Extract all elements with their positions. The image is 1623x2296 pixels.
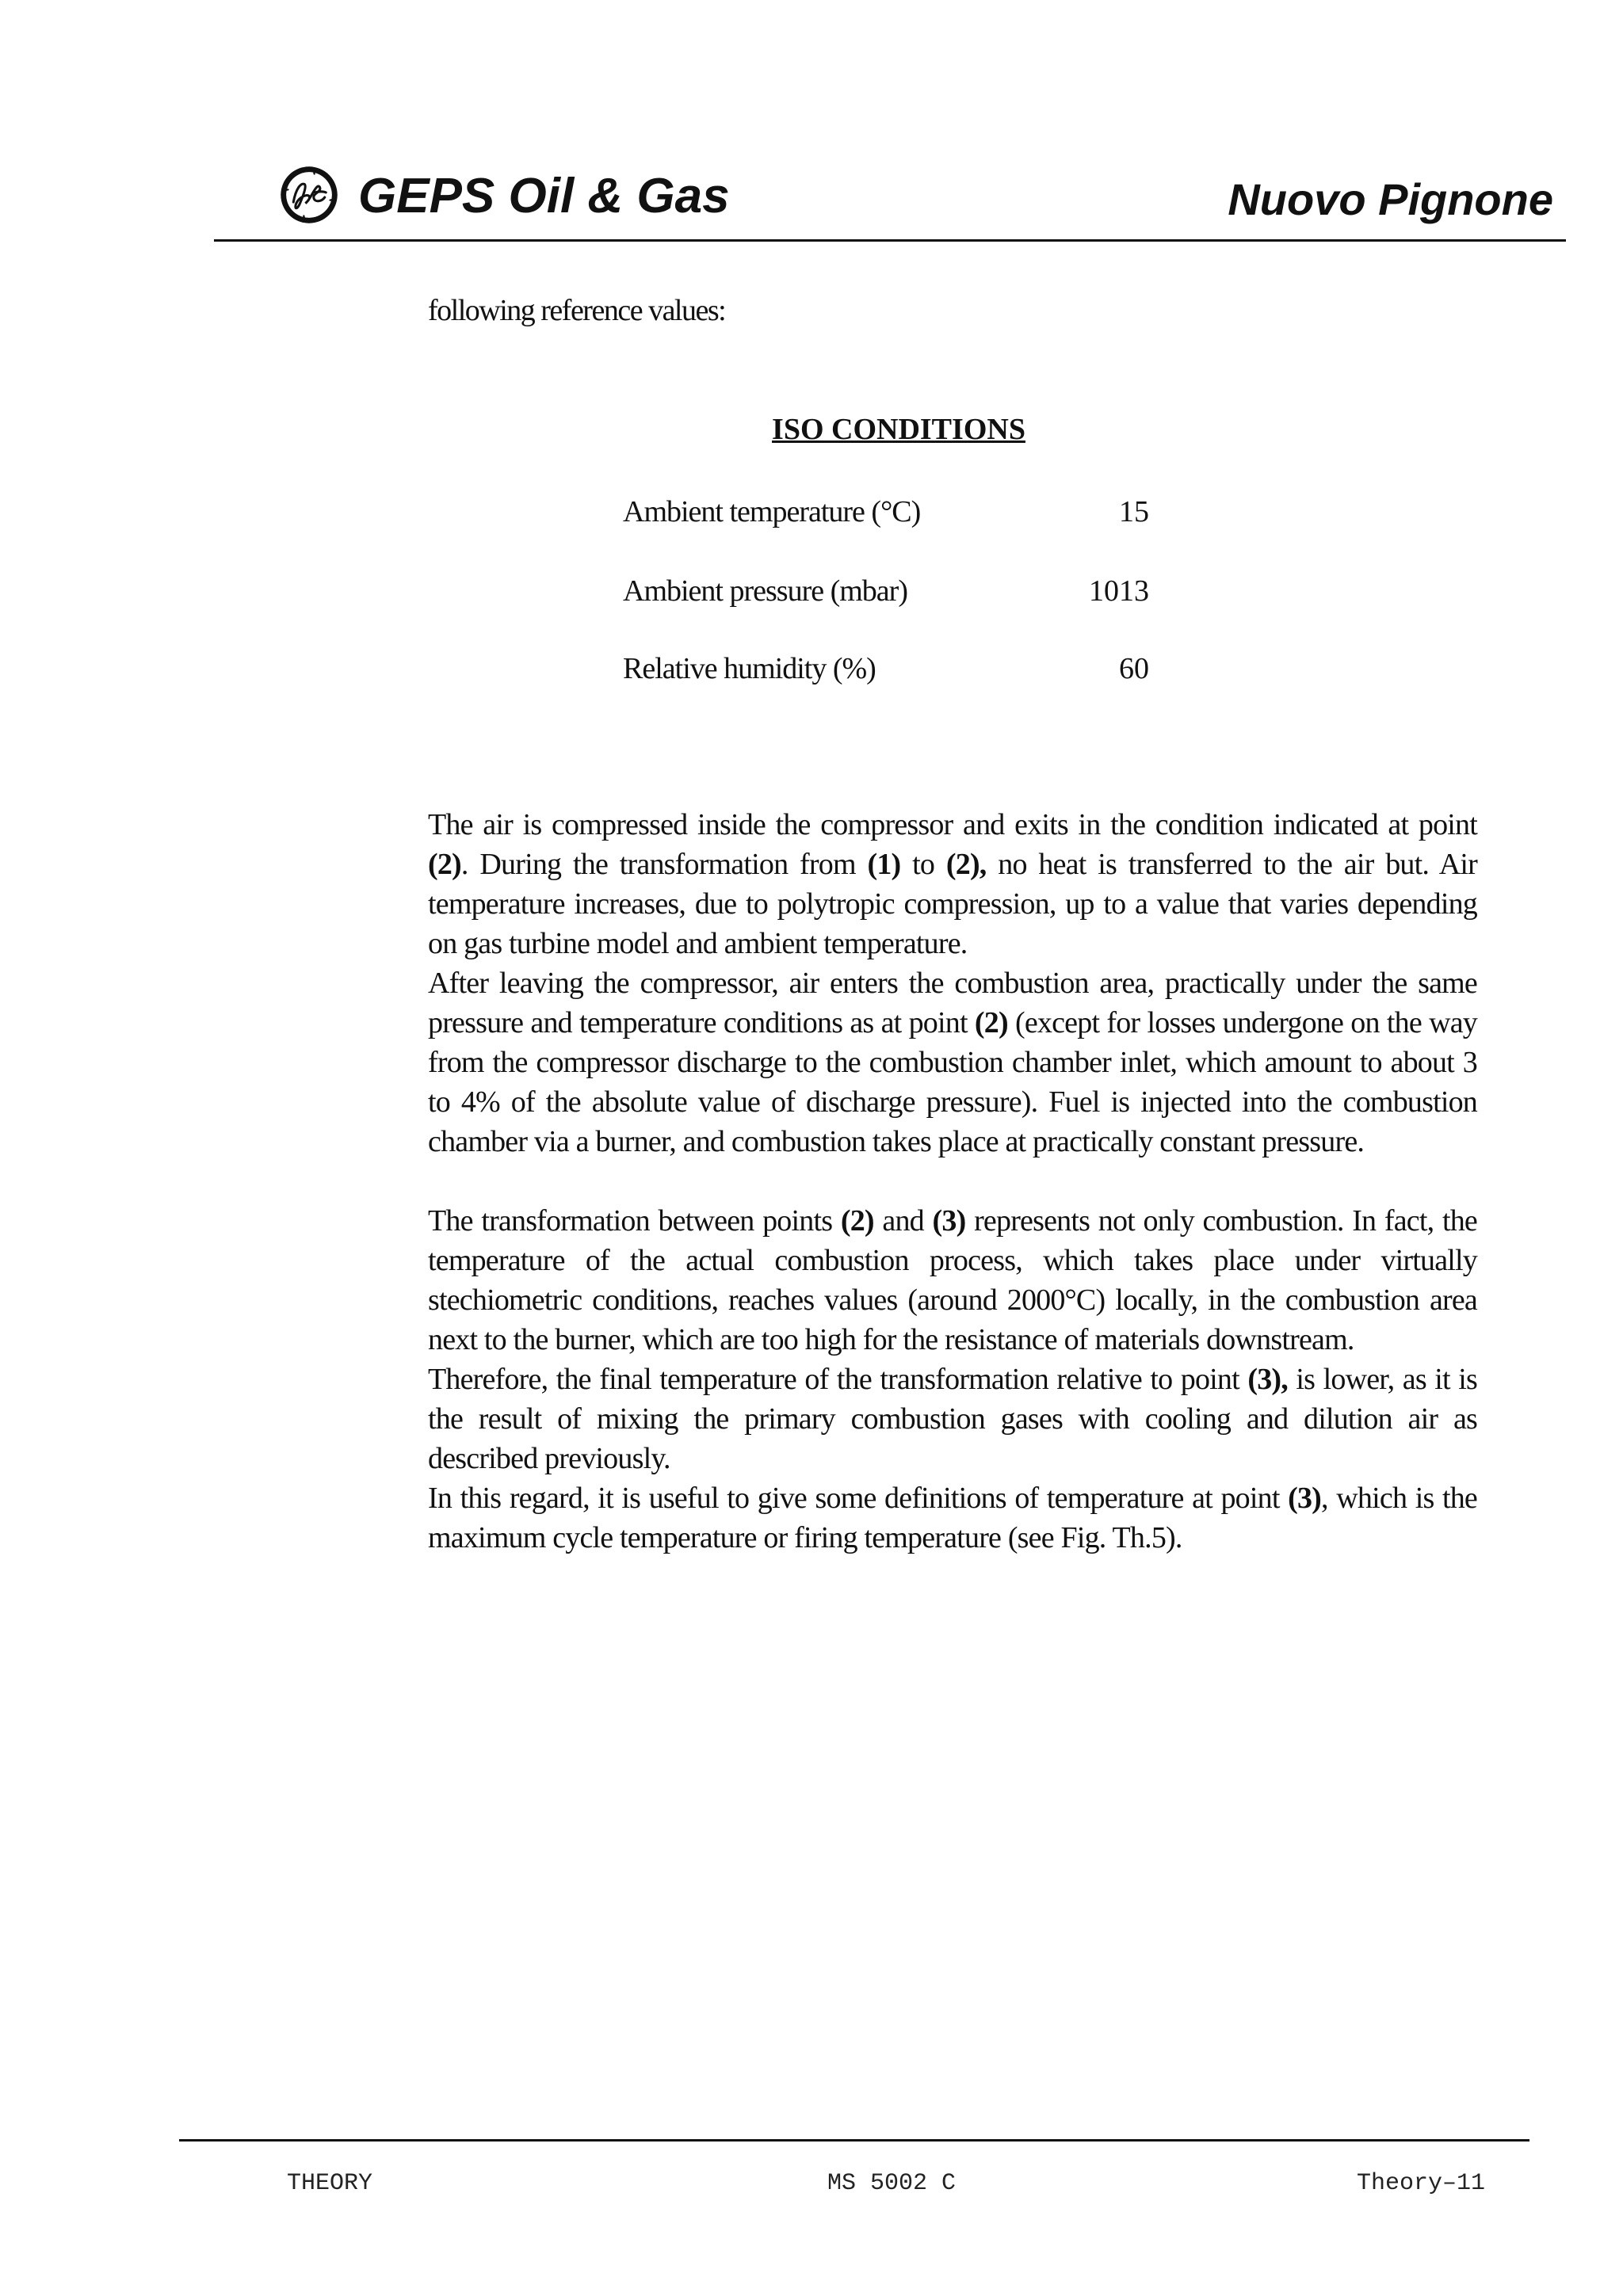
header-divider — [214, 239, 1566, 242]
brand-name: GEPS Oil & Gas — [358, 169, 730, 223]
iso-row-label: Relative humidity (%) — [623, 652, 876, 685]
iso-conditions-title: ISO CONDITIONS — [772, 413, 1025, 446]
iso-row-value: 15 — [1119, 495, 1149, 528]
iso-row-label: Ambient temperature (°C) — [623, 495, 921, 528]
ge-monogram-logo — [279, 165, 339, 225]
paragraph-compression: The air is compressed inside the compressor and exits in the condition indicated at point (2). During the transformation from (1) to (2), no heat is transferred to the air but. Air temperature increases, due to polytropic compression, up to a value that varies depending on gas turbine model and ambient temperature. — [428, 808, 1477, 960]
paragraph-transformation: The transformation between points (2) and (3) represents not only combustion. In fact, the temperature of the actual combustion process, which takes place under virtually stechiometric conditions, reaches values (around 2000°C) locally, in the combustion area next to the burner, which are too high for the resistance of materials downstream. — [428, 1204, 1477, 1356]
iso-row-humidity — [623, 648, 1149, 689]
footer-page-number: Theory–11 — [1356, 2170, 1485, 2197]
iso-row-pressure — [623, 570, 1149, 612]
paragraph-gap — [428, 1161, 1477, 1201]
iso-row-temperature — [623, 491, 1149, 532]
paragraph-combustion-area: After leaving the compressor, air enters the combustion area, practically under the same pressure and temperature conditions as at point (2) (except for losses undergone on the way from the compressor discharge to the combustion chamber inlet, which amount to about 3 to 4% of the absolute value of discharge pressure). Fuel is injected into the combustion chamber via a burner, and combustion takes place at practically constant pressure. — [428, 967, 1477, 1158]
page-header — [214, 158, 1591, 238]
intro-text: following reference values: — [428, 294, 726, 327]
body-text — [428, 805, 1477, 1558]
iso-row-value: 1013 — [1089, 574, 1149, 608]
paragraph-final-temperature: Therefore, the final temperature of the transformation relative to point (3), is lower, as it is the result of mixing the primary combustion gases with cooling and dilution air as described previously. — [428, 1363, 1477, 1475]
iso-row-value: 60 — [1119, 652, 1149, 685]
footer-model: MS 5002 C — [827, 2170, 957, 2197]
iso-row-label: Ambient pressure (mbar) — [623, 574, 907, 608]
company-name: Nuovo Pignone — [1228, 174, 1553, 224]
footer-section: THEORY — [287, 2170, 373, 2197]
footer-divider — [179, 2139, 1529, 2142]
paragraph-definitions: In this regard, it is useful to give some definitions of temperature at point (3), which is the maximum cycle temperature or firing temperature (see Fig. Th.5). — [428, 1482, 1477, 1554]
